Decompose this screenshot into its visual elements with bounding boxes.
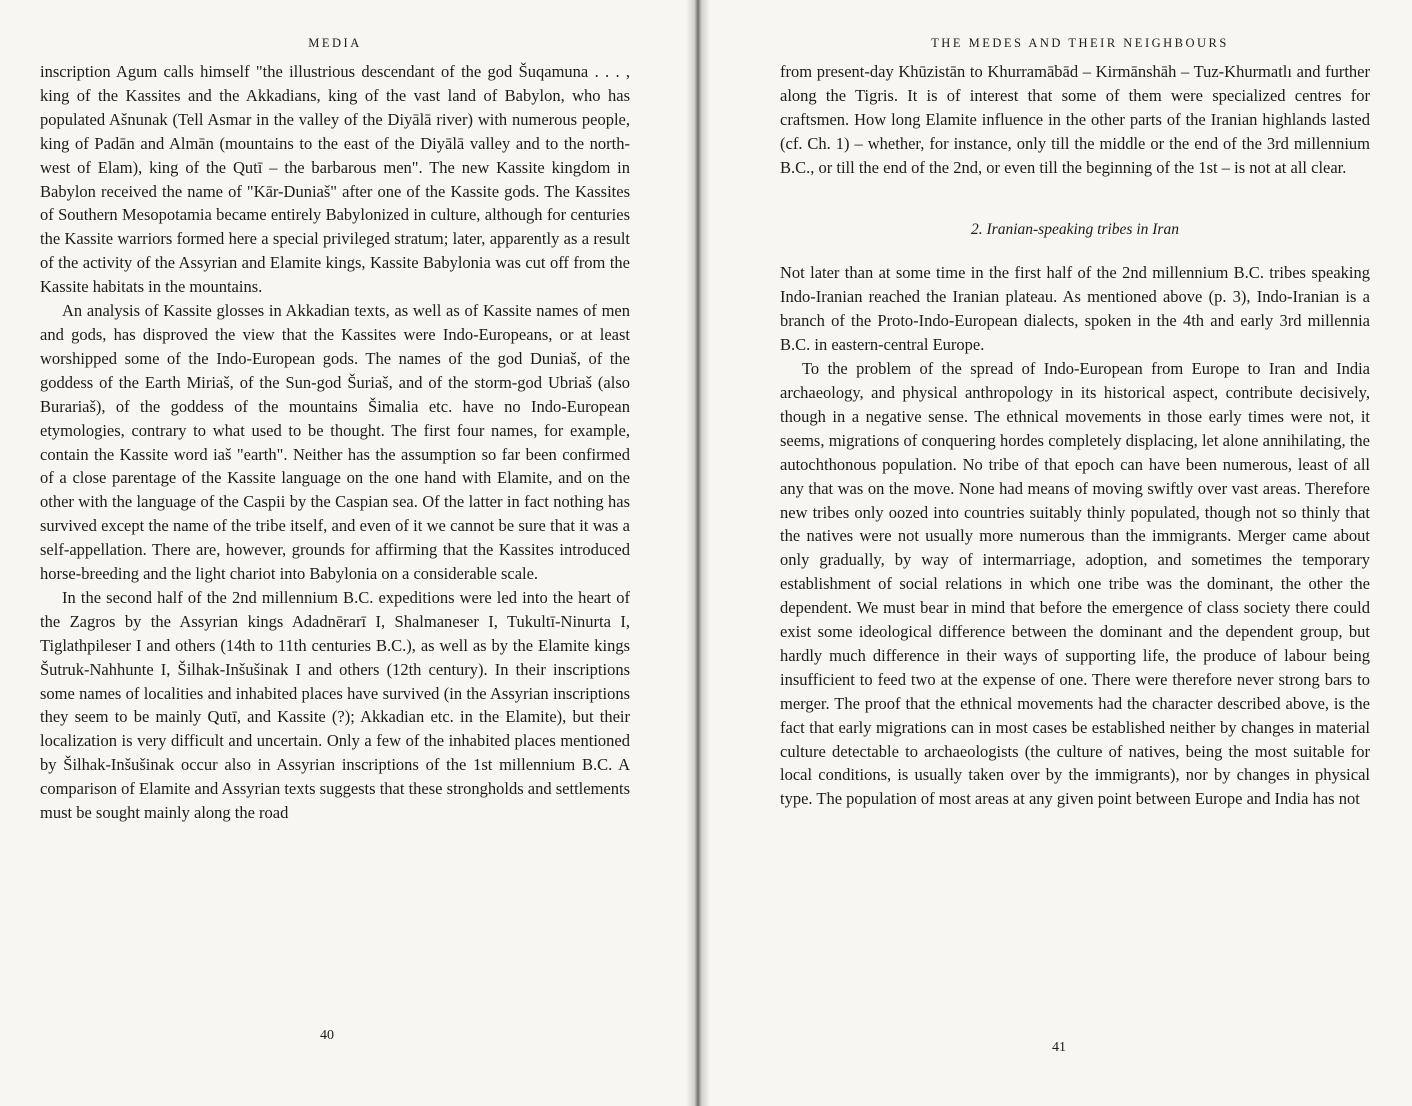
running-head-left: MEDIA (308, 36, 362, 50)
paragraph: In the second half of the 2nd millennium B.C. expeditions were led into the heart of the Zagros by the Assyrian kings Adadnērarī I, Shalmaneser I, Tukultī-Ninurta I, Tiglathpileser I and others (14th to 11th centuries B.C.), as well as by the Elamite kings Šutruk-Nahhunte I, Šilhak-Inšušinak I and others (12th century). In their inscriptions some names of localities and inhabited places have survived (in the Assyrian inscriptions they seem to be mainly Qutī, and Kassite (?); Akkadian etc. in the Elamite), but their localization is very difficult and uncertain. Only a few of the inhabited places mentioned by Šilhak-Inšušinak occur also in Assyrian inscriptions of the 1st millennium B.C. A comparison of Elamite and Assyrian texts suggests that these strongholds and settlements must be sought mainly along the road (40, 587, 630, 823)
right-page-text (780, 60, 1370, 811)
paragraph: To the problem of the spread of Indo-European from Europe to Iran and India archaeology, and physical anthropology in its historical aspect, contribute decisively, though in a negative sense. The ethnical movements in those early times were not, it seems, migrations of conquering hordes completely displacing, let alone annihilating, the autochthonous population. No tribe of that epoch can have been numerous, least of all any that was on the move. None had means of moving swiftly over vast areas. Therefore new tribes only oozed into countries suitably thinly populated, though not so thinly that the natives were not usually more numerous than the immigrants. Merger came about only gradually, by way of intermarriage, adoption, and sometimes the temporary establishment of social relations in which one tribe was the dominant, the other the dependent. We must bear in mind that before the emergence of class society there could exist some ideological difference between the dominant and the dependent group, but hardly much difference in their ways of supporting life, the produce of labour being insufficient to feed two at the expense of one. There were therefore never strong bars to merger. The proof that the ethnical movements had the character described above, is the fact that early migrations can in most cases be established neither by changes in material culture detectable to archaeologists (the culture of natives, being the most suitable for local conditions, is usually taken over by the immigrants), nor by changes in physical type. The population of most areas at any given point between Europe and India has not (780, 359, 1370, 809)
paragraph: An analysis of Kassite glosses in Akkadian texts, as well as of Kassite names of men and gods, has disproved the view that the Kassites were Indo-Europeans, or at least worshipped some of the Indo-European gods. The names of the god Duniaš, of the goddess of the Earth Miriaš, of the Sun-god Šuriaš, and of the storm-god Ubriaš (also Burariaš), of the goddess of the mountains Šimalia etc. have no Indo-European etymologies, contrary to what used to be thought. The first four names, for example, contain the Kassite word iaš "earth". Neither has the assumption so far been confirmed of a close parentage of the Kassite language on the one hand with Elamite, and on the other with the language of the Caspii by the Caspian sea. Of the latter in fact nothing has survived except the name of the tribe itself, and even of it we cannot be sure that it was a self-appellation. There are, however, grounds for affirming that the Kassites introduced horse-breeding and the light chariot into Babylonia on a considerable scale. (40, 301, 630, 584)
section-heading: 2. Iranian-speaking tribes in Iran (971, 220, 1179, 238)
running-head-right: THE MEDES AND THEIR NEIGHBOURS (931, 36, 1229, 50)
left-page (0, 0, 700, 1106)
paragraph: inscription Agum calls himself "the illustrious descendant of the god Šuqamuna . . . , king of the Kassites and the Akkadians, king of the vast land of Babylon, who has populated Ašnunak (Tell Asmar in the valley of the Diyālā river) with numerous people, king of Padān and Almān (mountains to the east of the Diyālā valley and to the north-west of Elam), king of the Qutī – the barbarous men". The new Kassite kingdom in Babylon received the name of "Kār-Duniaš" after one of the Kassite gods. The Kassites of Southern Mesopotamia became entirely Babylonized in culture, although for centuries the Kassite warriors formed here a special privileged stratum; later, apparently as a result of the activity of the Assyrian and Elamite kings, Kassite Babylonia was cut off from the Kassite habitats in the mountains. (40, 62, 630, 297)
page-number-right: 41 (1052, 1040, 1066, 1055)
page-number-left: 40 (320, 1028, 334, 1043)
left-page-text (40, 60, 630, 825)
right-page (700, 0, 1412, 1106)
paragraph: Not later than at some time in the first half of the 2nd millennium B.C. tribes speaking Indo-Iranian reached the Iranian plateau. As mentioned above (p. 3), Indo-Iranian is a branch of the Proto-Indo-European dialects, spoken in the 4th and early 3rd millennia B.C. in eastern-central Europe. (780, 263, 1370, 355)
paragraph: from present-day Khūzistān to Khurramābād – Kirmānshāh – Tuz-Khurmatlı and further along the Tigris. It is of interest that some of them were specialized centres for craftsmen. How long Elamite influence in the other parts of the Iranian highlands lasted (cf. Ch. 1) – whether, for instance, only till the middle or the end of the 3rd millennium B.C., or till the end of the 2nd, or even till the beginning of the 1st – is not at all clear. (780, 62, 1370, 177)
